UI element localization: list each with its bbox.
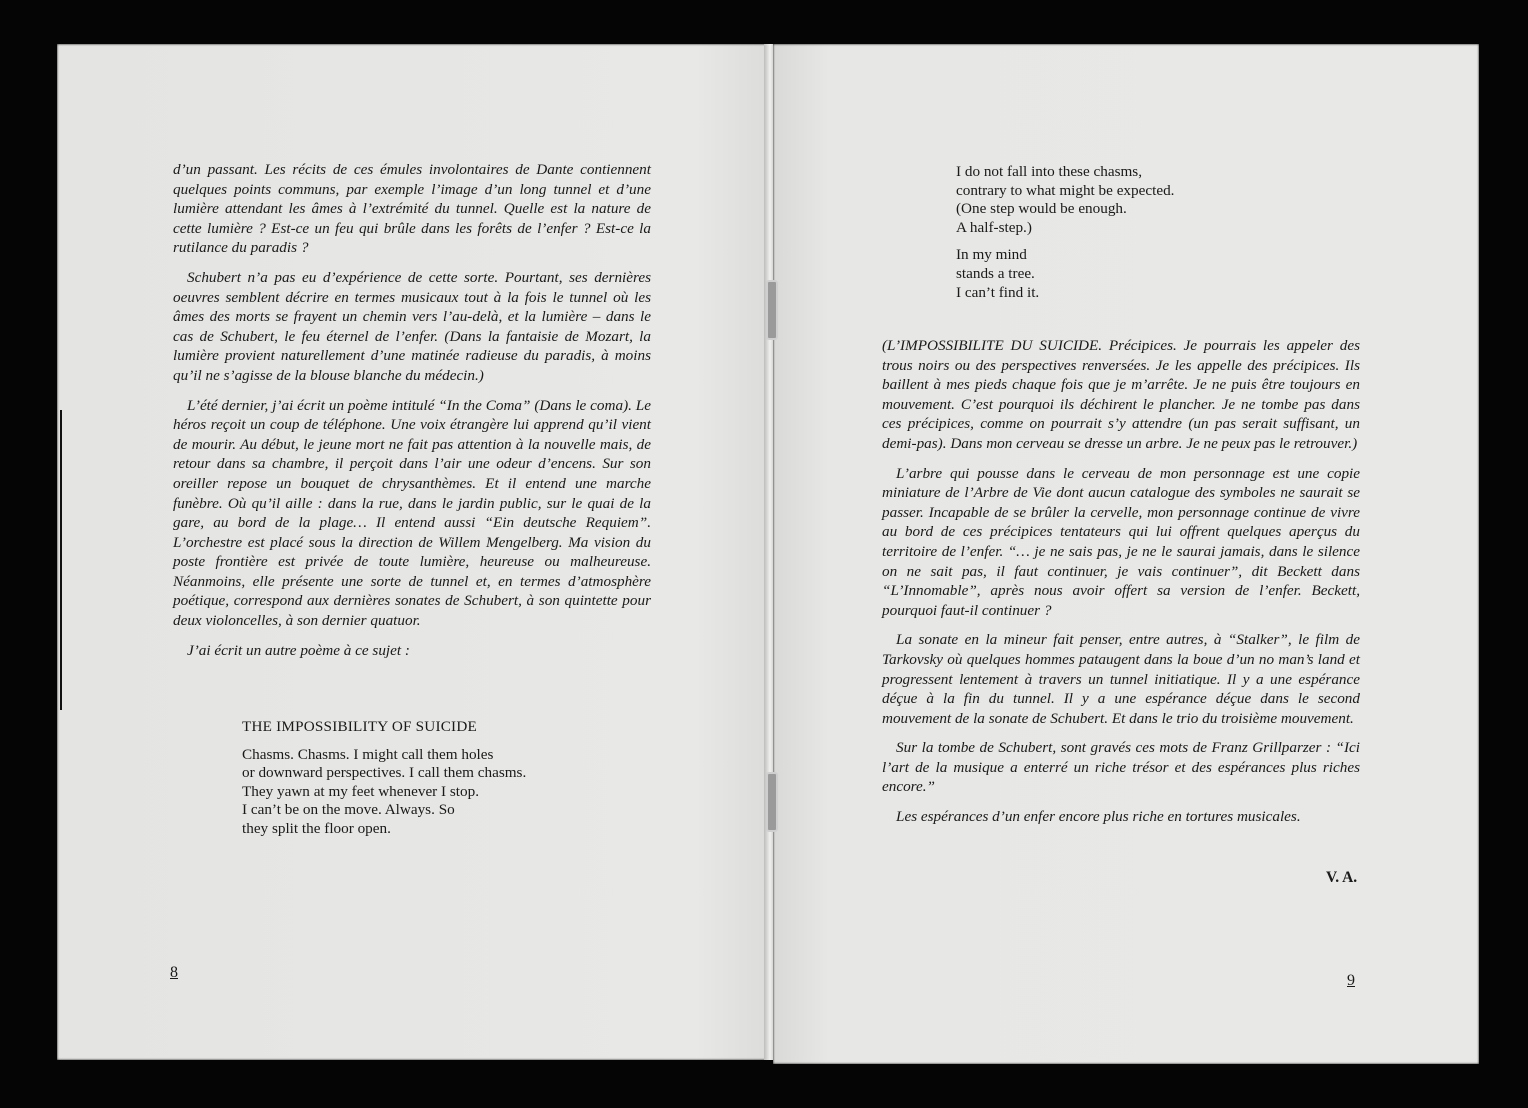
poem-line: I can’t be on the move. Always. So bbox=[242, 801, 455, 819]
poem-line: In my mind bbox=[956, 246, 1027, 264]
paragraph: Sur la tombe de Schubert, sont gravés ces mots de Franz Grillparzer : “Ici l’art de la musique a enterré un riche trésor et des espérances plus riches encore.” bbox=[882, 739, 1360, 796]
poem-english bbox=[242, 718, 642, 839]
page-number-right: 9 bbox=[1347, 972, 1355, 989]
poem-line: contrary to what might be expected. bbox=[956, 181, 1175, 199]
paragraph: L’arbre qui pousse dans le cerveau de mon personnage est une copie miniature de l’Arbre de Vie dont aucun catalogue des symboles ne saurait se passer. Incapable de se brûler la cervelle, mon personnage continue de vivre au bord de ces précipices tentateurs qui lui offrent quelques aperçus du territoire de l’enfer. “… je ne sais pas, je ne le saurai jamais, dans le silence on ne sait pas, il faut continuer, je vais continuer”, dit Beckett dans “L’Innomable”, après nous avoir offert sa version de l’enfer. Beckett, pourquoi faut-il continuer ? bbox=[882, 464, 1360, 619]
poem-line: they split the floor open. bbox=[242, 819, 391, 837]
poem-line: or downward perspectives. I call them chasms. bbox=[242, 764, 527, 782]
poem-line: A half-step.) bbox=[956, 218, 1032, 236]
paragraph: d’un passant. Les récits de ces émules involontaires de Dante contiennent quelques points communs, par exemple l’image d’un long tunnel et d’une lumière attendant les âmes à l’extrémité du tunnel. Quelle est la nature de cette lumière ? Est-ce un feu qui brûle dans les forêts de l’enfer ? Est-ce la rutilance du paradis ? bbox=[173, 161, 651, 257]
left-prose bbox=[173, 160, 651, 670]
poem-continuation bbox=[956, 163, 1276, 311]
paragraph: Schubert n’a pas eu d’expérience de cette sorte. Pourtant, ses dernières oeuvres semblent décrire en termes musicaux tout à la fois le tunnel où les âmes des morts se frayent un chemin vers l’au-delà, et la lumière – dans le cas de Schubert, le feu éternel de l’enfer. (Dans la fantaisie de Mozart, la lumière provient naturellement d’une matinée radieuse du paradis, à moins qu’il ne s’agisse de la blouse blanche du médecin.) bbox=[173, 268, 651, 384]
author-signature: V. A. bbox=[1326, 869, 1358, 886]
paragraph: J’ai écrit un autre poème à ce sujet : bbox=[187, 641, 410, 659]
paragraph: L’été dernier, j’ai écrit un poème intitulé “In the Coma” (Dans le coma). Le héros reçoit un coup de téléphone. Une voix étrangère lui apprend qu’il vient de mourir. Au début, le jeune mort ne fait pas attention à la nouvelle mais, de retour dans sa chambre, il perçoit dans l’air une odeur d’encens. Sur son oreiller repose un bouquet de chrysanthèmes. Et il entend une marche funèbre. Où qu’il aille : dans la rue, dans le jardin public, sur le quai de la gare, au bord de la plage… Il entend aussi “Ein deutsche Requiem”. L’orchestre est placé sous la direction de Willem Mengelberg. Ma vision du poste frontière est privée de toute lumière, heureuse ou malheureuse. Néanmoins, elle présente une sorte de tunnel et, en termes d’atmosphère poétique, correspond aux dernières sonates de Schubert, à son quintette pour deux violoncelles, à son dernier quatuor. bbox=[173, 396, 651, 630]
paragraph: Les espérances d’un enfer encore plus riche en tortures musicales. bbox=[896, 808, 1301, 826]
right-prose bbox=[882, 336, 1360, 837]
poem-stanza bbox=[956, 163, 1276, 237]
poem-line: stands a tree. bbox=[956, 264, 1035, 282]
poem-title: THE IMPOSSIBILITY OF SUICIDE bbox=[242, 718, 477, 735]
poem-line: They yawn at my feet whenever I stop. bbox=[242, 782, 480, 800]
staple-top bbox=[766, 280, 778, 340]
poem-line: (One step would be enough. bbox=[956, 200, 1127, 218]
poem-stanza bbox=[956, 246, 1276, 302]
poem-line: I do not fall into these chasms, bbox=[956, 163, 1143, 180]
poem-line: I can’t find it. bbox=[956, 283, 1040, 301]
page-edge-mark bbox=[60, 410, 62, 710]
staple-bottom bbox=[766, 772, 778, 832]
page-number-left: 8 bbox=[170, 964, 178, 981]
paragraph: (L’IMPOSSIBILITE DU SUICIDE. Précipices. Je pourrais les appeler des trous noirs ou des perspectives renversées. Je les appelle des précipices. Ils baillent à mes pieds chaque fois que je m’arrête. Je ne puis être toujours en mouvement. C’est pourquoi ils déchirent le plancher. Je ne tombe pas dans ces précipices, comme on pourrait s’y attendre (un pas serait suffisant, un demi-pas). Dans mon cerveau se dresse un arbre. Je ne peux pas le retrouver.) bbox=[882, 337, 1360, 452]
paragraph: La sonate en la mineur fait penser, entre autres, à “Stalker”, le film de Tarkovsky où quelques hommes pataugent dans la boue d’un no man’s land et progressent lentement à travers un tunnel initiatique. Il y a une espérance déçue à la fin du tunnel. Il y a une espérance déçue dans le second mouvement de la sonate de Schubert. Et dans le trio du troisième mouvement. bbox=[882, 631, 1360, 727]
poem-line: Chasms. Chasms. I might call them holes bbox=[242, 745, 494, 763]
